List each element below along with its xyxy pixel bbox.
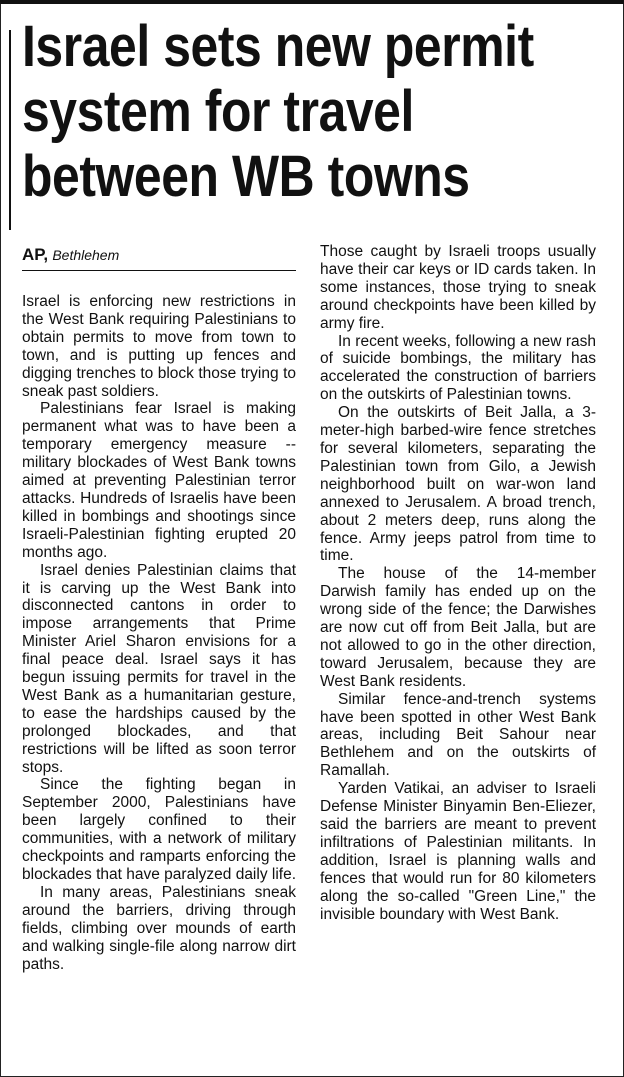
paragraph: Similar fence-and-trench systems have been spotted in other West Bank areas, including Beit Sahour near Bethlehem and on the outskirts of Ramallah.: [320, 690, 596, 780]
paragraph: In recent weeks, following a new rash of suicide bombings, the military has accelerated the construction of barriers on the outskirts of Palestinian towns.: [320, 332, 596, 404]
byline: [22, 246, 296, 271]
paragraph: Yarden Vatikai, an adviser to Israeli Defense Minister Binyamin Ben-Eliezer, said the barriers are meant to prevent infiltrations of Palestinian militants. In addition, Israel is planning walls and fences that would run for 80 kilometers along the so-called "Green Line," the invisible boundary with West Bank.: [320, 780, 596, 923]
left-rule: [9, 30, 11, 230]
paragraph: The house of the 14-member Darwish family has ended up on the wrong side of the fence; the Darwishes are now cut off from Beit Jalla, but are not allowed to go in the other direction, toward Jerusalem, because they are West Bank residents.: [320, 565, 596, 690]
byline-location: Bethlehem: [52, 247, 120, 263]
paragraph: Israel denies Palestinian claims that it is carving up the West Bank into disconnected cantons in order to impose arrangements that Prime Minister Ariel Sharon envisions for a final peace deal. Israel says it has begun issuing permits for travel in the West Bank as a humanitarian gesture, to ease the hardships caused by the prolonged blockades, and that restrictions will be lifted as soon terror stops.: [22, 561, 296, 776]
headline: [22, 14, 615, 209]
top-rule: [0, 0, 624, 4]
paragraph: On the outskirts of Beit Jalla, a 3-meter-high barbed-wire fence stretches for several kilometers, separating the Palestinian town from Gilo, a Jewish neighborhood built on war-won land annexed to Jerusalem. A broad trench, about 2 meters deep, runs along the fence. Army jeeps patrol from time to time.: [320, 404, 596, 565]
headline-line-1: Israel sets new permit: [22, 14, 534, 79]
paragraph: Those caught by Israeli troops usually have their car keys or ID cards taken. In some instances, those trying to sneak around checkpoints have been killed by army fire.: [320, 243, 596, 332]
paragraph: Palestinians fear Israel is making permanent what was to have been a temporary emergency measure -- military blockades of West Bank towns aimed at preventing Palestinian terror attacks. Hundreds of Israelis have been killed in bombings and shootings since Israeli-Palestinian fighting erupted 20 months ago.: [22, 400, 296, 561]
paragraph: Israel is enforcing new restrictions in the West Bank requiring Palestinians to obtain permits to move from town to town, and is putting up fences and digging trenches to block those trying to sneak past soldiers.: [22, 293, 296, 400]
byline-source: AP,: [22, 245, 49, 264]
headline-line-3: between WB towns: [22, 144, 470, 209]
paragraph: In many areas, Palestinians sneak around the barriers, driving through fields, climbing over mounds of earth and walking single-file along narrow dirt paths.: [22, 883, 296, 973]
article-column-left: [22, 246, 296, 973]
paragraph: Since the fighting began in September 2000, Palestinians have been largely confined to their communities, with a network of military checkpoints and ramparts enforcing the blockades that have paralyzed daily life.: [22, 776, 296, 883]
headline-line-2: system for travel: [22, 79, 414, 144]
article-column-right: [320, 243, 596, 923]
